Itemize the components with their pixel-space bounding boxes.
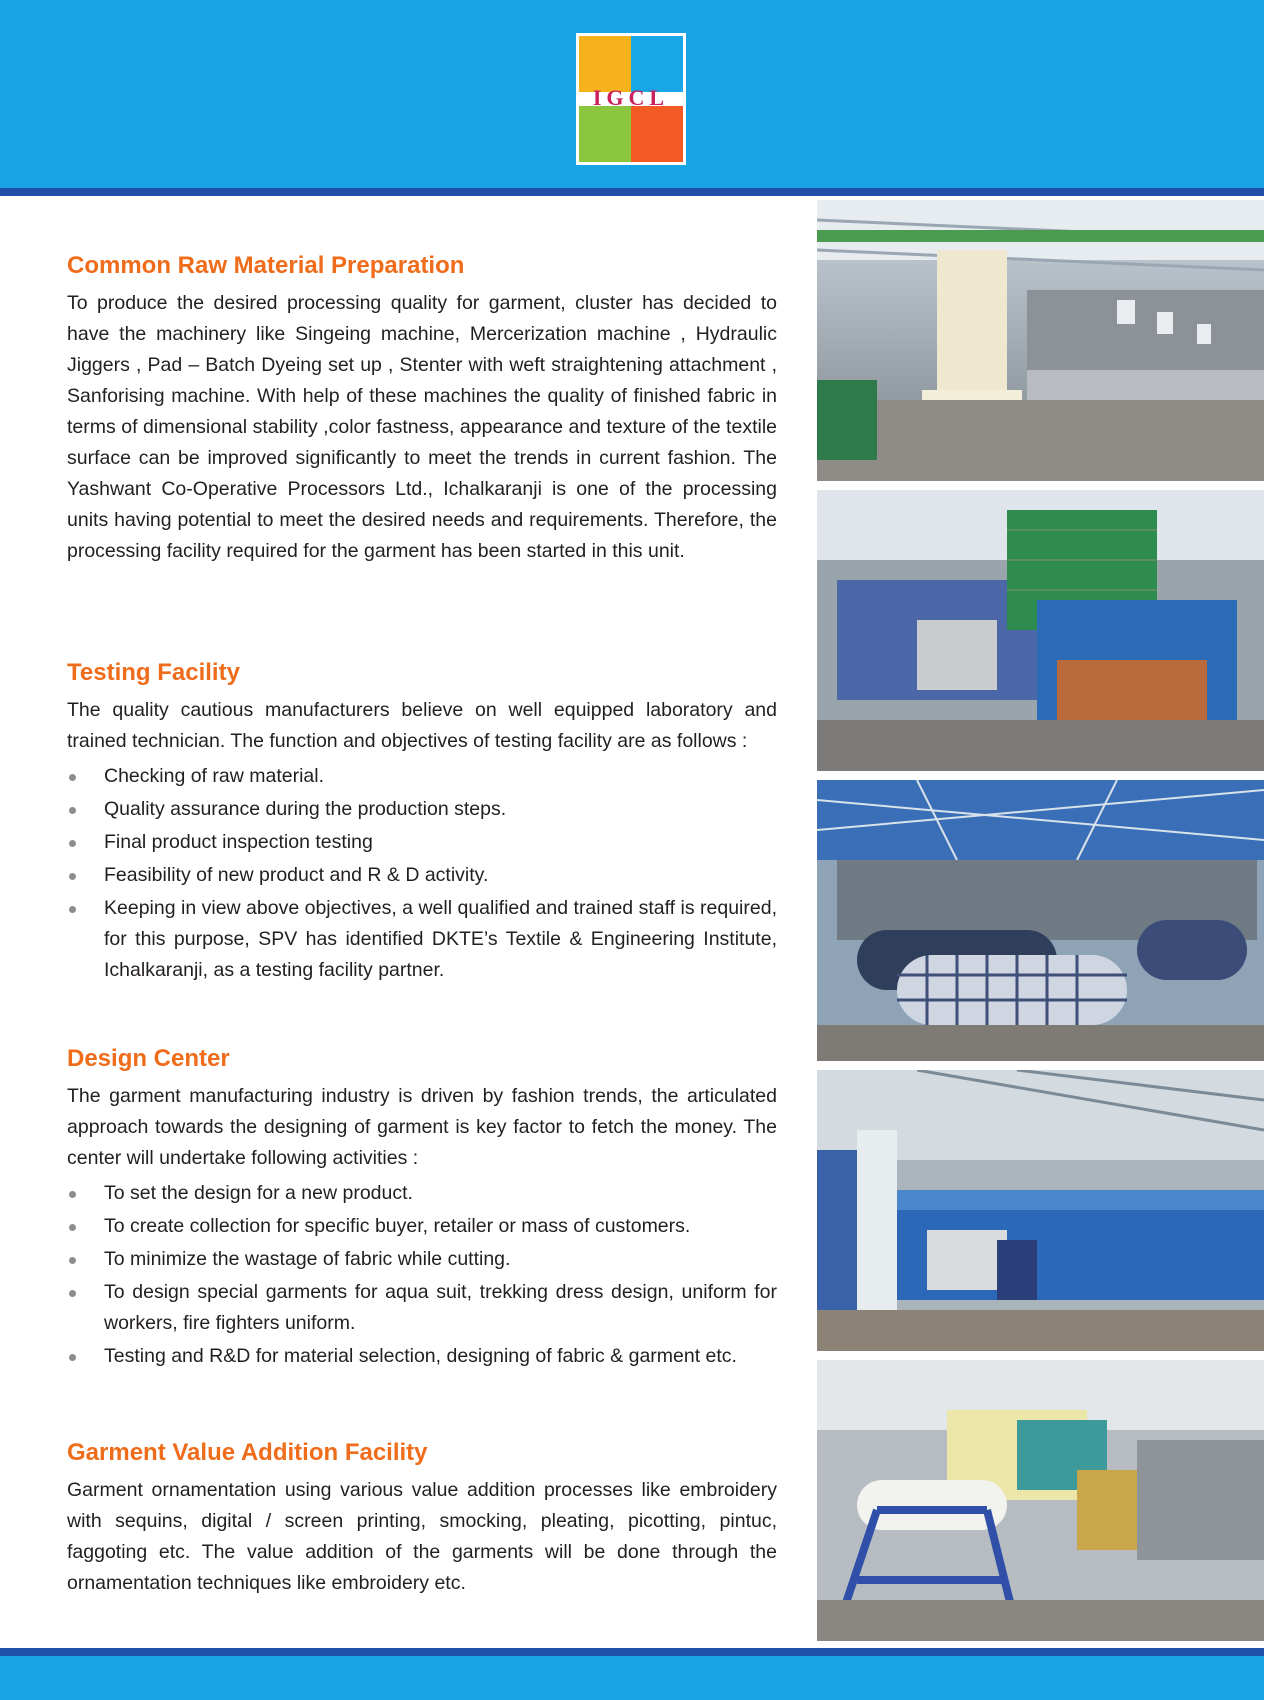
logo-orange-square [631, 106, 683, 162]
logo-text: IGCL [592, 85, 670, 110]
section-title: Garment Value Addition Facility [67, 1439, 428, 1466]
section-body: The quality cautious manufacturers believe on well equipped laboratory and trained technician. The function and objectives of testing facility are as follows : [67, 699, 777, 752]
igcl-logo [576, 33, 686, 165]
list-item: Quality assurance during the production steps. [67, 794, 777, 825]
list-item: To create collection for specific buyer, retailer or mass of customers. [67, 1211, 777, 1242]
factory-photo-fabric-rolls [817, 780, 1264, 1061]
list-item: To minimize the wastage of fabric while cutting. [67, 1244, 777, 1275]
logo-green-square [579, 106, 631, 162]
list-item: Final product inspection testing [67, 827, 777, 858]
list-item: Feasibility of new product and R & D activity. [67, 860, 777, 891]
footer-rule [0, 1648, 1264, 1656]
section-value-addition [67, 1437, 777, 1599]
logo-yellow-square [579, 36, 631, 92]
section-title: Testing Facility [67, 659, 240, 686]
section-raw-material [67, 250, 777, 567]
footer-band [0, 1656, 1264, 1700]
factory-photo-processing-line [817, 1070, 1264, 1351]
list-item: Testing and R&D for material selection, designing of fabric & garment etc. [67, 1341, 777, 1372]
list-item: Checking of raw material. [67, 761, 777, 792]
factory-photo-inspection [817, 1360, 1264, 1641]
section-body: Garment ornamentation using various value addition processes like embroidery with sequins, digital / screen printing, smocking, pleating, picotting, pintuc, faggoting etc. The value addition of the garments will be done through the ornamentation techniques like embroidery etc. [67, 1479, 777, 1594]
bullet-list [67, 1178, 777, 1372]
list-item: To design special garments for aqua suit, trekking dress design, uniform for workers, fire fighters uniform. [67, 1277, 777, 1339]
section-design-center [67, 1043, 777, 1374]
factory-photo-stenter [817, 200, 1264, 481]
header-rule [0, 188, 1264, 196]
logo-blue-square [631, 36, 683, 92]
list-item: Keeping in view above objectives, a well qualified and trained staff is required, for this purpose, SPV has identified DKTE’s Textile & Engineering Institute, Ichalkaranji, as a testing facility partner. [67, 893, 777, 986]
section-body: The garment manufacturing industry is driven by fashion trends, the articulated approach towards the designing of garment is key factor to fetch the money. The center will undertake following activities : [67, 1085, 777, 1169]
section-body: To produce the desired processing quality for garment, cluster has decided to have the machinery like Singeing machine, Mercerization machine , Hydraulic Jiggers , Pad – Batch Dyeing set up , Stenter with weft straightening attachment , Sanforising machine. With help of these machines the quality of finished fabric in terms of dimensional stability ,color fastness, appearance and texture of the textile surface can be improved significantly to meet the trends in current fashion. The Yashwant Co-Operative Processors Ltd., Ichalkaranji is one of the processing units having potential to meet the desired needs and requirements. Therefore, the processing facility required for the garment has been started in this unit. [67, 292, 777, 562]
section-title: Common Raw Material Preparation [67, 252, 465, 279]
section-testing-facility [67, 657, 777, 988]
section-title: Design Center [67, 1045, 230, 1072]
list-item: To set the design for a new product. [67, 1178, 777, 1209]
bullet-list [67, 761, 777, 986]
factory-photo-dyeing [817, 490, 1264, 771]
